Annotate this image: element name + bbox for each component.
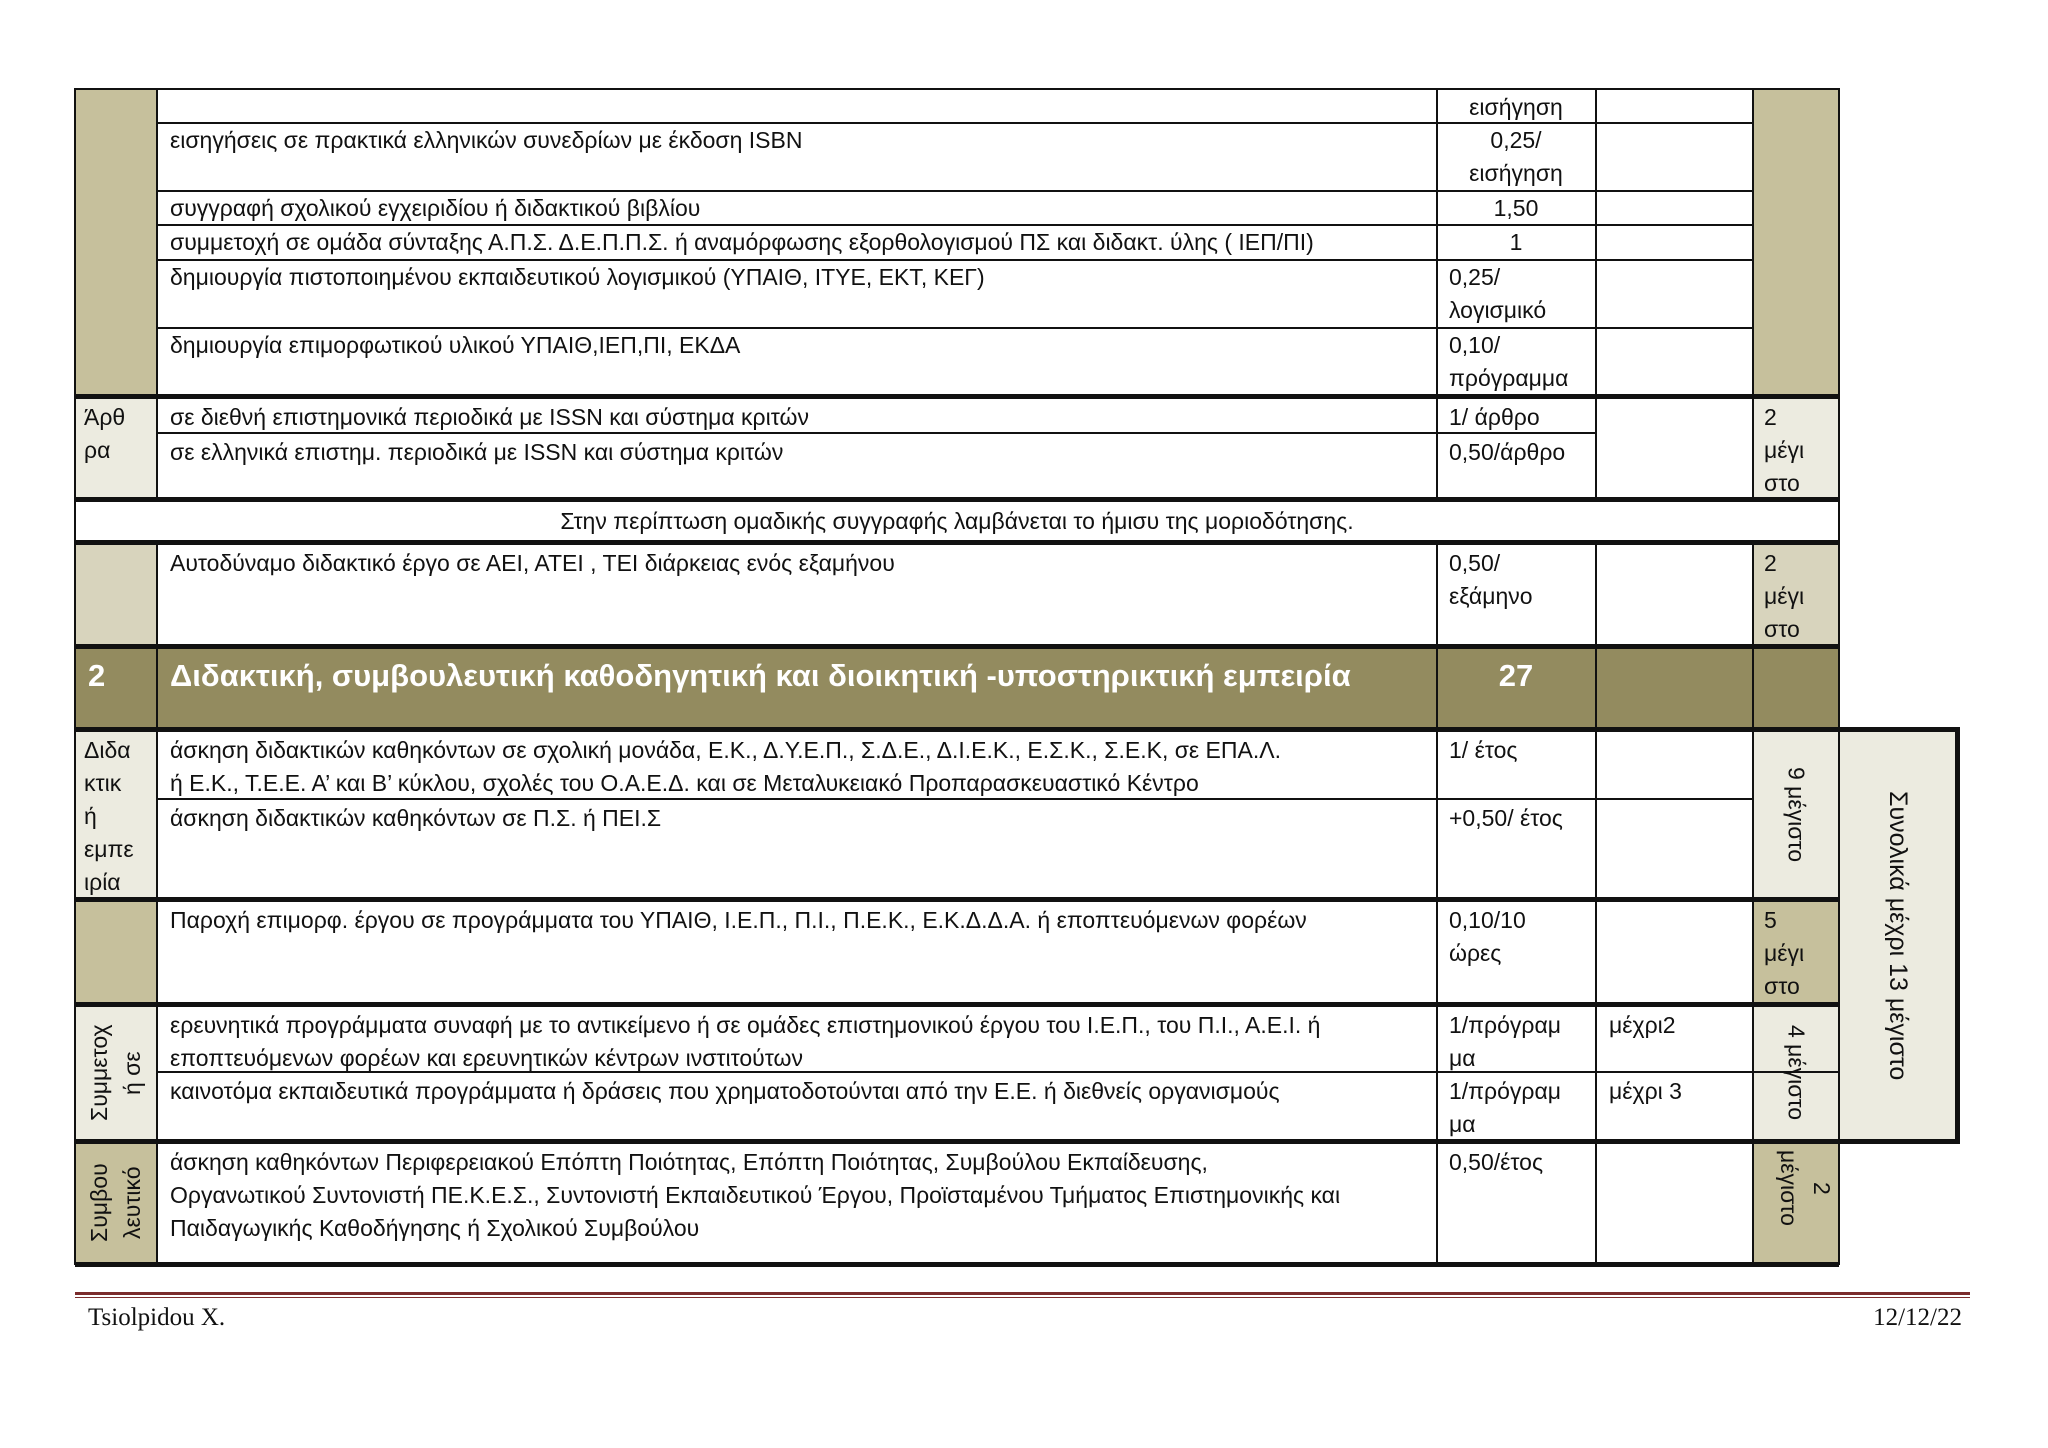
footer-date: 12/12/22 bbox=[1873, 1304, 1962, 1331]
top-row-4-desc: δημιουργία πιστοποιημένου εκπαιδευτικού λογισμικού (ΥΠΑΙΘ, ΙΤΥΕ, ΕΚΤ, ΚΕΓ) bbox=[170, 264, 985, 290]
top-row-1-desc: εισηγήσεις σε πρακτικά ελληνικών συνεδρίων με έκδοση ISBN bbox=[170, 127, 803, 153]
top-row-3-points: 1 bbox=[1509, 229, 1523, 255]
advisory-max: 2 μέγιστο bbox=[1776, 1150, 1835, 1226]
teaching-row-0-points: 1/ έτος bbox=[1449, 737, 1518, 763]
articles-row-0-points: 1/ άρθρο bbox=[1449, 404, 1540, 430]
articles-label: Άρθ ρα bbox=[84, 404, 126, 463]
teaching-max: 9 μέγιστο bbox=[1783, 766, 1810, 863]
articles-row-1-points: 0,50/άρθρο bbox=[1449, 439, 1566, 465]
advisory-desc: άσκηση καθηκόντων Περιφερειακού Επόπτη Ποιότητας, Επόπτη Ποιότητας, Συμβούλου Εκπαίδευσης, Οργανωτικού Συντονιστή ΠΕ.Κ.Ε.Σ., Συντονιστή Εκπαιδευτικού Έργου, Προϊσταμένου Τμήματος Επιστημονικής και Παιδαγωγικής Καθοδήγησης ή Σχολικού Συμβούλου bbox=[170, 1149, 1341, 1241]
top-row-5-desc: δημιουργία επιμορφωτικού υλικού ΥΠΑΙΘ,ΙΕΠ,ΠΙ, ΕΚΔΑ bbox=[170, 332, 741, 358]
participation-row-1-points: 1/πρόγραμ μα bbox=[1449, 1078, 1562, 1137]
training-label-fill bbox=[75, 899, 157, 1004]
teaching-row-1-points: +0,50/ έτος bbox=[1449, 805, 1563, 831]
training-max: 5 μέγι στο bbox=[1764, 907, 1805, 999]
advisory-label: Συμβου λευτικό bbox=[86, 1163, 145, 1243]
section2-number: 2 bbox=[88, 658, 106, 693]
articles-row-0-desc: σε διεθνή επιστημονικά περιοδικά με ISSN και σύστημα κριτών bbox=[170, 404, 809, 430]
top-row-3-desc: συμμετοχή σε ομάδα σύνταξης Α.Π.Σ. Δ.Ε.Π.Π.Σ. ή αναμόρφωσης εξορθολογισμού ΠΣ και διδακτ. ύλης ( ΙΕΠ/ΠΙ) bbox=[170, 229, 1314, 255]
top-row-0-points: εισήγηση bbox=[1469, 94, 1563, 120]
participation-row-1-desc: καινοτόμα εκπαιδευτικά προγράμματα ή δράσεις που χρηματοδοτούνται από την Ε.Ε. ή διεθνείς οργανισμούς bbox=[170, 1078, 1280, 1104]
univ-desc: Αυτοδύναμο διδακτικό έργο σε ΑΕΙ, ΑΤΕΙ , ΤΕΙ διάρκειας ενός εξαμήνου bbox=[170, 550, 895, 576]
articles-row-1-desc: σε ελληνικά επιστημ. περιοδικά με ISSN και σύστημα κριτών bbox=[170, 439, 784, 465]
teaching-label: Διδα κτικ ή εμπε ιρία bbox=[84, 737, 134, 895]
participation-row-0-limit: μέχρι2 bbox=[1609, 1012, 1676, 1038]
teaching-row-1-desc: άσκηση διδακτικών καθηκόντων σε Π.Σ. ή ΠΕΙ.Σ bbox=[170, 805, 662, 831]
univ-max: 2 μέγι στο bbox=[1764, 550, 1805, 642]
footer-rule-thin bbox=[75, 1297, 1970, 1298]
articles-max: 2 μέγι στο bbox=[1764, 404, 1805, 496]
group-authoring-note: Στην περίπτωση ομαδικής συγγραφής λαμβάνεται το ήμισυ της μοριοδότησης. bbox=[560, 508, 1354, 534]
section2-points: 27 bbox=[1498, 658, 1534, 693]
participation-max: 4 μέγιστο bbox=[1783, 1025, 1810, 1121]
teaching-row-0-desc: άσκηση διδακτικών καθηκόντων σε σχολική μονάδα, Ε.Κ., Δ.Υ.Ε.Π., Σ.Δ.Ε., Δ.Ι.Ε.Κ., Ε.Σ.Κ., Σ.Ε.Κ, σε ΕΠΑ.Λ. ή Ε.Κ., Τ.Ε.Ε. Α’ και Β’ κύκλου, σχολές του Ο.Α.Ε.Δ. και σε Μεταλυκειακό Προπαρασκευαστικό Κέντρο bbox=[170, 737, 1281, 796]
top-row-4-points: 0,25/ λογισμικό bbox=[1449, 264, 1547, 323]
univ-label-fill bbox=[75, 543, 157, 647]
top-block-label-fill bbox=[75, 89, 157, 397]
training-points: 0,10/10 ώρες bbox=[1449, 907, 1526, 966]
participation-row-0-desc: ερευνητικά προγράμματα συναφή με το αντικείμενο ή σε ομάδες επιστημονικού έργου του Ι.Ε.Π., του Π.Ι., Α.Ε.Ι. ή εποπτευόμενων φορέων και ερευνητικών κέντρων ινστιτούτων bbox=[170, 1012, 1321, 1071]
footer-author: Tsiolpidou X. bbox=[88, 1304, 226, 1331]
section2-title: Διδακτική, συμβουλευτική καθοδηγητική και διοικητική -υποστηρικτική εμπειρία bbox=[170, 658, 1351, 693]
training-desc: Παροχή επιμορφ. έργου σε προγράμματα του ΥΠΑΙΘ, Ι.Ε.Π., Π.Ι., Π.Ε.Κ., Ε.Κ.Δ.Δ.Α. ή εποπτευόμενων φορέων bbox=[170, 907, 1307, 933]
top-row-2-points: 1,50 bbox=[1493, 195, 1539, 221]
participation-row-1-limit: μέχρι 3 bbox=[1609, 1078, 1682, 1104]
top-row-1-points: 0,25/ εισήγηση bbox=[1469, 127, 1563, 186]
top-row-5-points: 0,10/ πρόγραμμα bbox=[1449, 332, 1569, 391]
participation-row-0-points: 1/πρόγραμ μα bbox=[1449, 1012, 1562, 1071]
total-side-label: Συνολικά μέχρι 13 μέγιστο bbox=[1884, 790, 1912, 1081]
top-block-max-fill bbox=[1753, 89, 1839, 397]
advisory-points: 0,50/έτος bbox=[1449, 1149, 1544, 1175]
participation-label: Συμμετοχ ή σε bbox=[86, 1024, 145, 1122]
top-row-2-desc: συγγραφή σχολικού εγχειριδίου ή διδακτικού βιβλίου bbox=[170, 195, 701, 221]
univ-points: 0,50/ εξάμηνο bbox=[1449, 550, 1533, 609]
footer-rule bbox=[75, 1292, 1970, 1295]
